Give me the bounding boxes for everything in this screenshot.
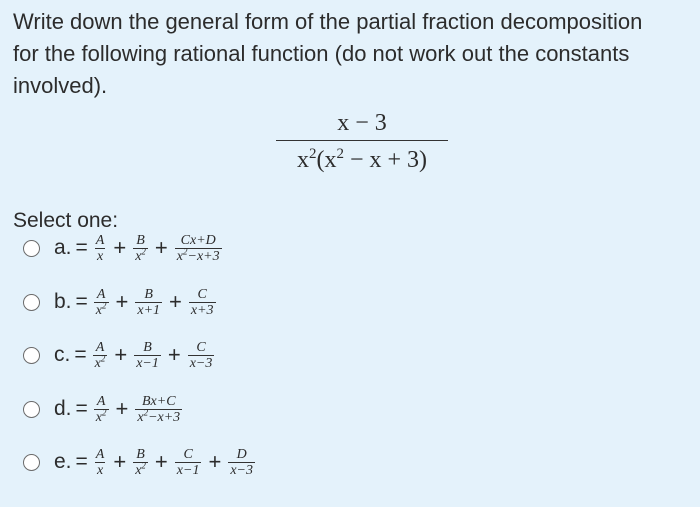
denominator-exponent: 2 — [183, 245, 188, 256]
denominator-base: x — [135, 462, 142, 478]
radio-button[interactable] — [23, 240, 40, 257]
plus-sign: + — [154, 449, 168, 474]
denominator-exponent: 2 — [141, 459, 146, 470]
fraction-denominator — [93, 352, 108, 371]
radio-button[interactable] — [23, 347, 40, 364]
fraction-term — [175, 447, 202, 478]
den-part-b: (x — [316, 147, 337, 173]
question-line-1: Write down the general form of the partial fraction decomposition — [13, 9, 643, 34]
question-line-2: for the following rational function (do not work out the constants — [13, 41, 630, 66]
denominator-exponent: 2 — [102, 299, 107, 310]
den-exp-2: 2 — [336, 146, 344, 162]
radio-button[interactable] — [23, 454, 40, 471]
fraction-denominator — [133, 245, 148, 264]
fraction-bar — [276, 140, 448, 141]
function-numerator: x − 3 — [337, 110, 387, 136]
equals-sign: = — [75, 290, 88, 313]
plus-sign: + — [113, 235, 127, 260]
denominator-base: x−1 — [176, 462, 200, 478]
plus-sign: + — [167, 342, 181, 367]
fraction-term — [93, 340, 108, 371]
fraction-denominator — [133, 459, 148, 478]
option-b[interactable] — [23, 282, 217, 322]
fraction-term — [94, 394, 109, 425]
equals-sign: = — [75, 397, 88, 420]
plus-sign: + — [114, 342, 128, 367]
equals-sign: = — [75, 450, 88, 473]
fraction-numerator: A — [95, 339, 105, 355]
fraction-term — [94, 233, 107, 264]
den-part-a: x — [296, 147, 309, 173]
fraction-term — [133, 447, 148, 478]
plus-sign: + — [115, 396, 129, 421]
denominator-exponent: 2 — [100, 352, 106, 363]
fraction-numerator: B — [136, 446, 145, 462]
radio-button[interactable] — [23, 401, 40, 418]
fraction-term — [188, 340, 215, 371]
option-e[interactable] — [23, 442, 256, 482]
denominator-base: x+1 — [137, 302, 161, 318]
fraction-denominator — [94, 406, 109, 425]
fraction-term — [133, 233, 148, 264]
function-denominator — [276, 145, 448, 175]
fraction-term — [94, 447, 107, 478]
denominator-base: x — [96, 248, 104, 264]
denominator-rest: −x+3 — [148, 409, 181, 425]
option-letter: d. — [54, 397, 72, 420]
plus-sign: + — [115, 289, 129, 314]
fraction-term — [135, 287, 162, 318]
equals-sign: = — [75, 236, 88, 259]
fraction-denominator — [134, 355, 161, 371]
fraction-numerator: A — [95, 232, 105, 248]
fraction-denominator — [95, 462, 105, 478]
option-a[interactable] — [23, 228, 223, 268]
denominator-base: x−3 — [189, 355, 213, 371]
question-text — [13, 6, 693, 102]
fraction-numerator: C — [197, 286, 207, 302]
den-part-c: − x + 3) — [343, 147, 428, 173]
fraction-denominator — [189, 302, 216, 318]
fraction-numerator: Bx+C — [141, 393, 176, 409]
fraction-numerator: Cx+D — [180, 232, 216, 248]
fraction-term — [175, 233, 222, 264]
fraction-term — [135, 394, 182, 425]
question-line-3: involved). — [13, 73, 108, 98]
fraction-numerator: A — [96, 286, 106, 302]
denominator-rest: −x+3 — [187, 248, 220, 264]
denominator-base: x — [94, 355, 101, 371]
option-letter: b. — [54, 290, 72, 313]
fraction-numerator: C — [196, 339, 206, 355]
fraction-numerator: C — [183, 446, 193, 462]
fraction-numerator: D — [236, 446, 247, 462]
option-letter: e. — [54, 450, 72, 473]
option-c[interactable] — [23, 335, 215, 375]
denominator-base: x — [176, 248, 183, 264]
fraction-denominator — [175, 245, 222, 264]
denominator-exponent: 2 — [102, 406, 107, 417]
fraction-term — [189, 287, 216, 318]
fraction-denominator — [135, 406, 182, 425]
fraction-term — [228, 447, 255, 478]
denominator-base: x+3 — [190, 302, 214, 318]
denominator-base: x−1 — [136, 355, 159, 371]
denominator-base: x — [96, 462, 104, 478]
denominator-exponent: 2 — [141, 245, 146, 256]
option-letter: c. — [54, 343, 71, 366]
rational-function — [276, 108, 448, 175]
fraction-denominator — [95, 248, 105, 264]
den-exp-1: 2 — [308, 146, 317, 162]
fraction-numerator: B — [136, 232, 145, 248]
denominator-base: x — [95, 409, 102, 425]
fraction-numerator: A — [95, 446, 105, 462]
fraction-numerator: B — [143, 339, 152, 355]
denominator-base: x−3 — [230, 462, 253, 478]
option-d[interactable] — [23, 389, 183, 429]
fraction-denominator — [94, 299, 109, 318]
fraction-numerator: B — [144, 286, 153, 302]
select-one-label: Select one: — [13, 209, 119, 232]
option-letter: a. — [54, 236, 72, 259]
denominator-base: x — [95, 302, 102, 318]
radio-button[interactable] — [23, 294, 40, 311]
denominator-exponent: 2 — [143, 406, 149, 417]
plus-sign: + — [208, 449, 222, 474]
plus-sign: + — [169, 289, 182, 314]
fraction-numerator: A — [96, 393, 106, 409]
denominator-base: x — [137, 409, 144, 425]
fraction-denominator — [188, 355, 215, 371]
fraction-denominator — [228, 462, 255, 478]
denominator-base: x — [135, 248, 142, 264]
fraction-term — [134, 340, 161, 371]
equals-sign: = — [74, 343, 87, 366]
plus-sign: + — [113, 449, 127, 474]
fraction-denominator — [135, 302, 162, 318]
fraction-denominator — [175, 462, 202, 478]
fraction-term — [94, 287, 109, 318]
plus-sign: + — [154, 235, 168, 260]
